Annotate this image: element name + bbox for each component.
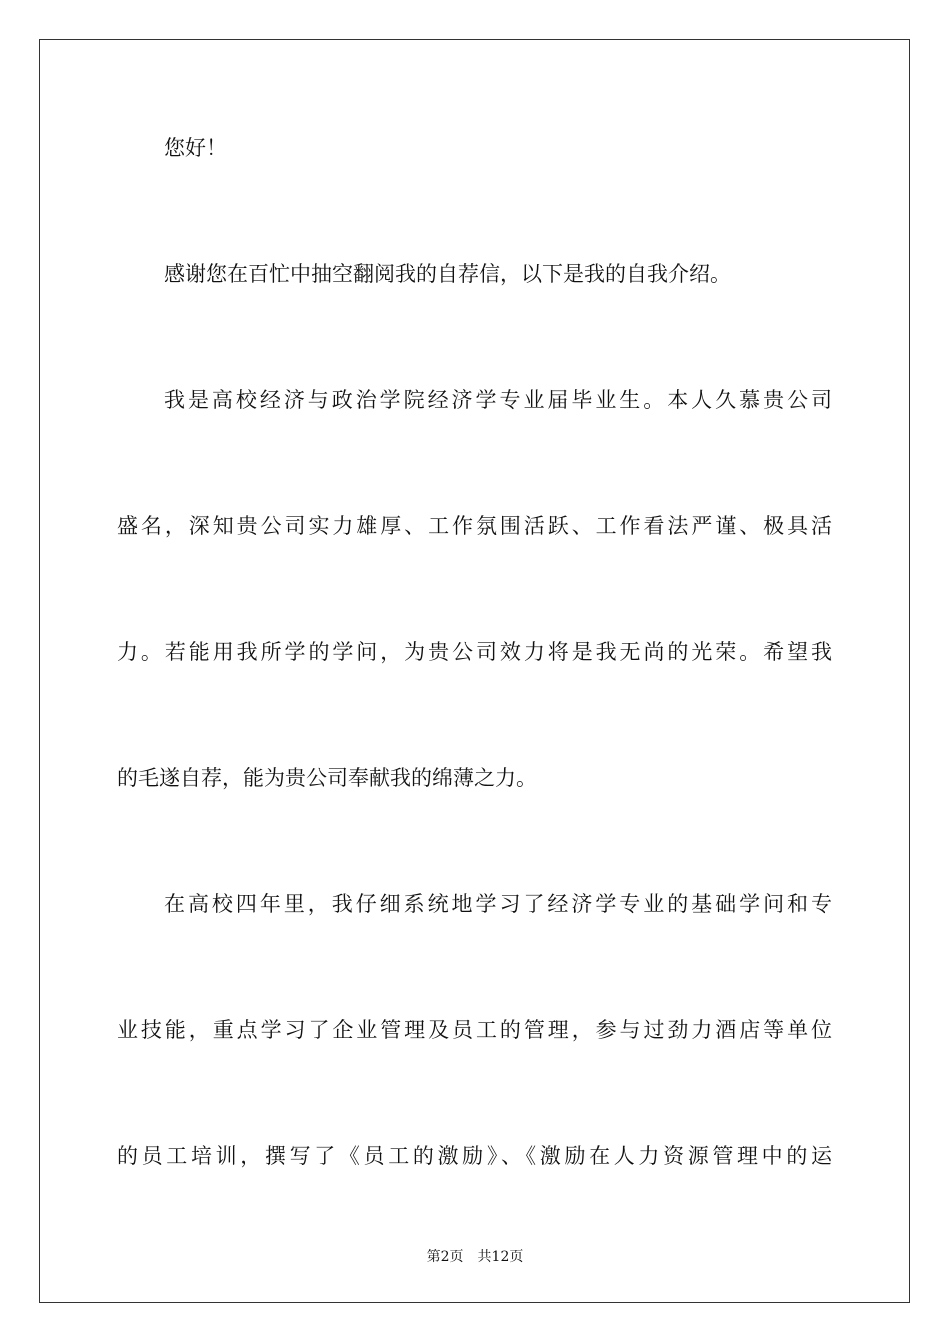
paragraph-line: 力。若能用我所学的学问，为贵公司效力将是我无尚的光荣。希望我 xyxy=(117,640,832,664)
page-total: 共12页 xyxy=(477,1249,524,1265)
paragraph-line: 业技能，重点学习了企业管理及员工的管理，参与过劲力酒店等单位 xyxy=(117,1018,832,1042)
paragraph-line: 我是高校经济与政治学院经济学专业届毕业生。本人久慕贵公司 xyxy=(164,388,832,412)
paragraph-line: 的毛遂自荐，能为贵公司奉献我的绵薄之力。 xyxy=(117,766,537,790)
paragraph-line: 感谢您在百忙中抽空翻阅我的自荐信，以下是我的自我介绍。 xyxy=(164,262,731,286)
page-number: 第2页 xyxy=(426,1249,464,1265)
page-border xyxy=(39,39,910,1303)
paragraph-line: 盛名，深知贵公司实力雄厚、工作氛围活跃、工作看法严谨、极具活 xyxy=(117,514,832,538)
greeting-line: 您好！ xyxy=(164,136,227,160)
paragraph-line: 在高校四年里，我仔细系统地学习了经济学专业的基础学问和专 xyxy=(164,892,832,916)
paragraph-line: 的员工培训，撰写了《员工的激励》、《激励在人力资源管理中的运 xyxy=(117,1144,832,1168)
page-footer xyxy=(0,1248,950,1266)
